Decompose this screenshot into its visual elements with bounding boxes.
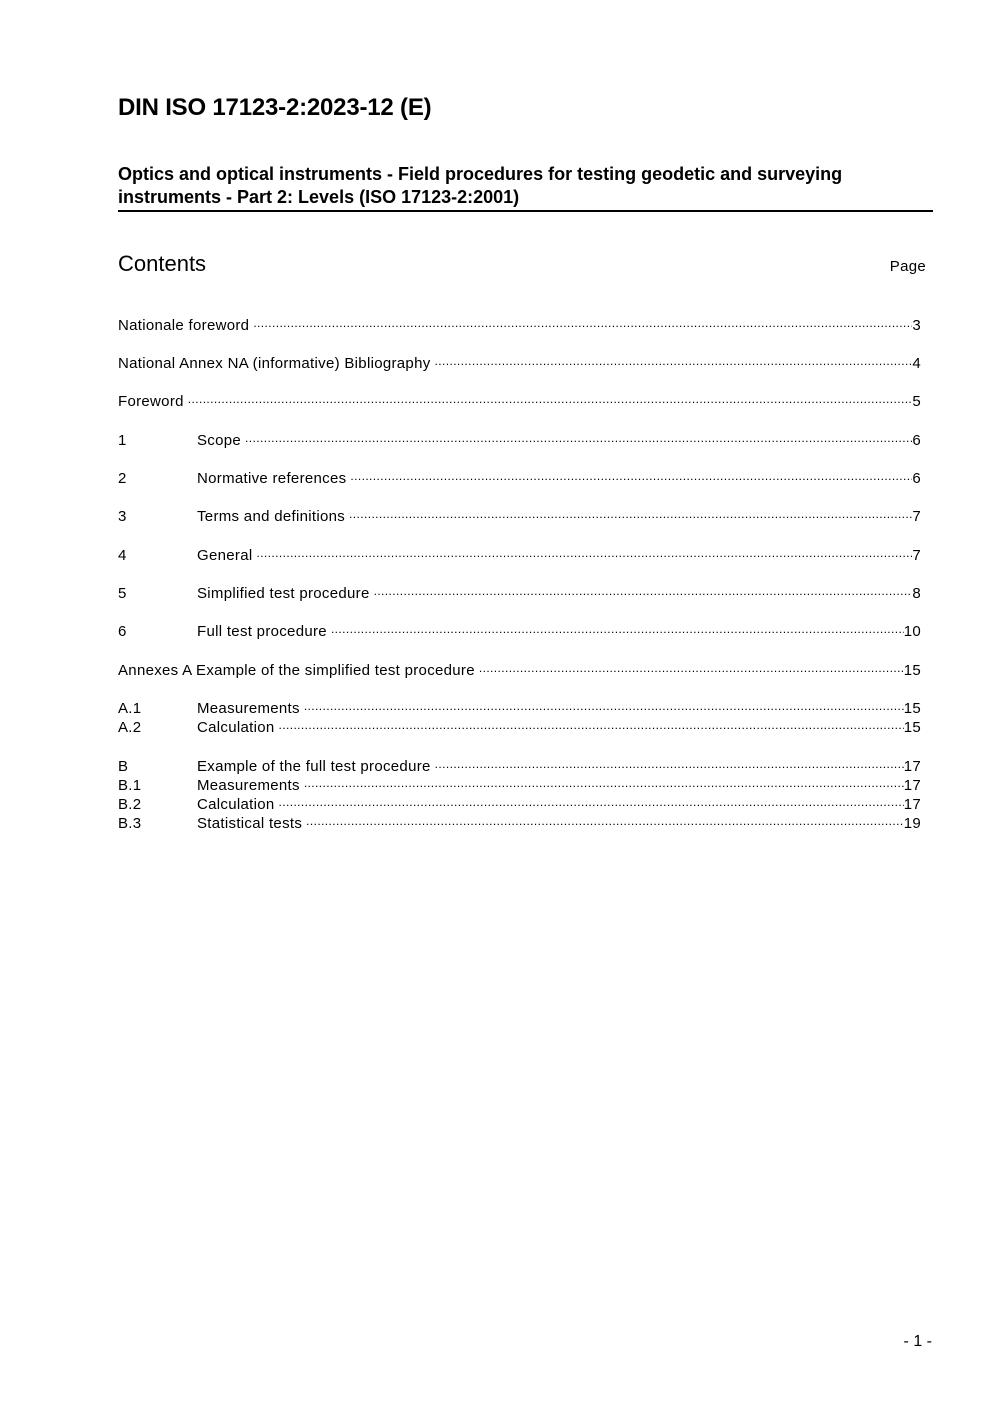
toc-entry[interactable] bbox=[118, 776, 921, 795]
toc-entry[interactable] bbox=[118, 795, 921, 814]
page-column-label: Page bbox=[889, 258, 926, 275]
toc-dot-leader bbox=[349, 507, 912, 521]
toc-entry[interactable] bbox=[118, 757, 921, 776]
toc-entry-page: 3 bbox=[912, 317, 921, 334]
toc-entry-number: 4 bbox=[118, 547, 127, 564]
toc-entry-number: 3 bbox=[118, 508, 127, 525]
toc-entry-number: B.1 bbox=[118, 777, 142, 794]
toc-dot-leader bbox=[435, 354, 913, 368]
toc-entry-number: B.3 bbox=[118, 815, 142, 832]
toc-entry[interactable] bbox=[118, 661, 921, 680]
toc-entry-page: 17 bbox=[903, 777, 921, 794]
toc-entry-title: Simplified test procedure bbox=[197, 585, 370, 602]
toc-entry[interactable] bbox=[118, 392, 921, 411]
toc-entry-page: 19 bbox=[903, 815, 921, 832]
toc-entry[interactable] bbox=[118, 622, 921, 641]
toc-entry-page: 17 bbox=[903, 796, 921, 813]
toc-entry-number: 6 bbox=[118, 623, 127, 640]
toc-dot-leader bbox=[279, 795, 904, 809]
toc-entry[interactable] bbox=[118, 546, 921, 565]
toc-entry-title: Example of the full test procedure bbox=[197, 758, 431, 775]
toc-dot-leader bbox=[304, 699, 904, 713]
toc-dot-leader bbox=[374, 584, 913, 598]
toc-entry-title: Normative references bbox=[197, 470, 347, 487]
document-subtitle: Optics and optical instruments - Field procedures for testing geodetic and surveying instruments - Part 2: Levels (ISO 17123-2:2001) bbox=[118, 163, 933, 212]
toc-entry-title: National Annex NA (informative) Bibliography bbox=[118, 355, 431, 372]
toc-entry[interactable] bbox=[118, 431, 921, 450]
toc-entry-page: 5 bbox=[912, 393, 921, 410]
toc-entry[interactable] bbox=[118, 469, 921, 488]
toc-entry[interactable] bbox=[118, 584, 921, 603]
toc-entry[interactable] bbox=[118, 814, 921, 833]
toc-entry-number: 5 bbox=[118, 585, 127, 602]
toc-dot-leader bbox=[435, 757, 904, 771]
toc-entry[interactable] bbox=[118, 699, 921, 718]
toc-dot-leader bbox=[256, 546, 912, 560]
toc-entry-page: 6 bbox=[912, 470, 921, 487]
toc-entry-title: Measurements bbox=[197, 777, 300, 794]
toc-dot-leader bbox=[331, 622, 904, 636]
toc-entry-title: Calculation bbox=[197, 719, 275, 736]
toc-entry-page: 6 bbox=[912, 432, 921, 449]
toc-entry-page: 15 bbox=[903, 700, 921, 717]
toc-entry[interactable] bbox=[118, 354, 921, 373]
toc-dot-leader bbox=[245, 431, 912, 445]
toc-entry-title: Measurements bbox=[197, 700, 300, 717]
toc-dot-leader bbox=[253, 316, 912, 330]
toc-entry-page: 15 bbox=[903, 719, 921, 736]
toc-dot-leader bbox=[306, 814, 904, 828]
toc-entry-title: Terms and definitions bbox=[197, 508, 346, 525]
toc-entry-title: Nationale foreword bbox=[118, 317, 250, 334]
toc-entry-page: 10 bbox=[903, 623, 921, 640]
toc-entry-title: Statistical tests bbox=[197, 815, 303, 832]
toc-entry-page: 17 bbox=[903, 758, 921, 775]
toc-dot-leader bbox=[304, 776, 904, 790]
toc-entry-page: 15 bbox=[903, 662, 921, 679]
contents-heading: Contents bbox=[118, 251, 207, 276]
document-title: DIN ISO 17123-2:2023-12 (E) bbox=[118, 94, 432, 121]
toc-entry-number: B.2 bbox=[118, 796, 142, 813]
page-number: - 1 - bbox=[903, 1333, 932, 1350]
toc-entry-number: A.2 bbox=[118, 719, 142, 736]
toc-entry[interactable] bbox=[118, 316, 921, 335]
toc-entry-number: 1 bbox=[118, 432, 127, 449]
toc-entry-title: Calculation bbox=[197, 796, 275, 813]
toc-entry[interactable] bbox=[118, 507, 921, 526]
toc-entry-page: 4 bbox=[912, 355, 921, 372]
toc-entry[interactable] bbox=[118, 718, 921, 737]
toc-entry-number: 2 bbox=[118, 470, 127, 487]
toc-dot-leader bbox=[479, 661, 904, 675]
toc-entry-page: 7 bbox=[912, 508, 921, 525]
toc-entry-number: B bbox=[118, 758, 129, 775]
toc-entry-number: A.1 bbox=[118, 700, 142, 717]
toc-entry-title: Full test procedure bbox=[197, 623, 327, 640]
toc-dot-leader bbox=[188, 392, 913, 406]
toc-entry-page: 7 bbox=[912, 547, 921, 564]
toc-entry-page: 8 bbox=[912, 585, 921, 602]
toc-dot-leader bbox=[350, 469, 912, 483]
toc-entry-title: General bbox=[197, 547, 253, 564]
toc-dot-leader bbox=[279, 718, 904, 732]
toc-entry-title: Foreword bbox=[118, 393, 184, 410]
toc-entry-title: Annexes A Example of the simplified test procedure bbox=[118, 662, 475, 679]
toc-entry-title: Scope bbox=[197, 432, 242, 449]
